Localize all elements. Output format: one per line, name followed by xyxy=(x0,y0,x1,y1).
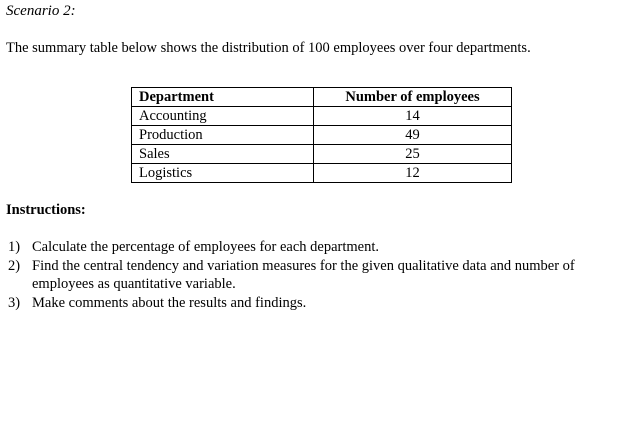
count-cell: 14 xyxy=(314,107,512,126)
scenario-title: Scenario 2: xyxy=(6,3,76,19)
count-cell: 49 xyxy=(314,126,512,145)
table-row xyxy=(132,107,512,126)
list-item-text: Make comments about the results and findings. xyxy=(32,294,307,311)
header-department: Department xyxy=(132,88,314,107)
list-item xyxy=(8,294,638,313)
department-cell: Logistics xyxy=(132,164,314,183)
count-cell: 25 xyxy=(314,145,512,164)
employee-distribution-table xyxy=(131,87,512,183)
list-item xyxy=(8,257,638,294)
table-row xyxy=(132,126,512,145)
table-header-row xyxy=(132,88,512,107)
department-cell: Production xyxy=(132,126,314,145)
list-item-number: 1) xyxy=(8,239,21,255)
table-row xyxy=(132,164,512,183)
list-item-number: 3) xyxy=(8,294,21,311)
list-item xyxy=(8,238,638,257)
header-number-of-employees: Number of employees xyxy=(314,88,512,107)
instructions-list xyxy=(8,238,638,312)
instructions-title: Instructions: xyxy=(6,202,86,218)
department-cell: Sales xyxy=(132,145,314,164)
count-cell: 12 xyxy=(314,164,512,183)
intro-text: The summary table below shows the distribution of 100 employees over four departments. xyxy=(6,40,531,56)
list-item-number: 2) xyxy=(8,257,21,274)
department-cell: Accounting xyxy=(132,107,314,126)
table-row xyxy=(132,145,512,164)
list-item-text: Find the central tendency and variation measures for the given qualitative data and number of employees as quantitative variable. xyxy=(32,257,575,292)
list-item-text: Calculate the percentage of employees for each department. xyxy=(32,239,380,255)
